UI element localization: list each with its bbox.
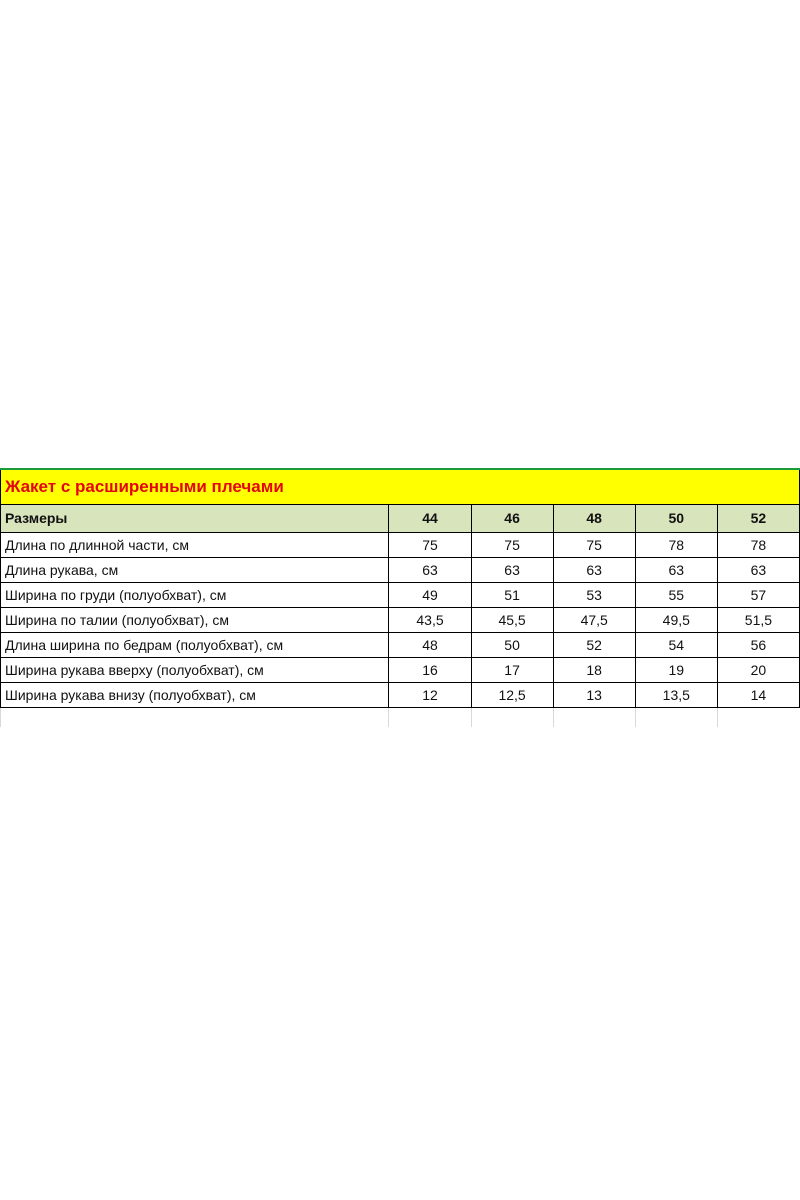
empty-cell <box>553 707 635 727</box>
table-cell: 78 <box>717 532 799 557</box>
table-cell: 63 <box>553 557 635 582</box>
table-cell: 75 <box>389 532 471 557</box>
size-header-52: 52 <box>717 504 799 532</box>
table-cell: 12,5 <box>471 682 553 707</box>
table-cell: 47,5 <box>553 607 635 632</box>
table-row <box>1 582 800 607</box>
empty-cell <box>471 707 553 727</box>
table-row <box>1 682 800 707</box>
table-cell: 50 <box>471 632 553 657</box>
header-row <box>1 504 800 532</box>
empty-cell <box>635 707 717 727</box>
header-label: Размеры <box>1 504 389 532</box>
table-cell: 63 <box>635 557 717 582</box>
table-cell: 75 <box>553 532 635 557</box>
table-cell: 16 <box>389 657 471 682</box>
row-label: Длина рукава, см <box>1 557 389 582</box>
table-cell: 51,5 <box>717 607 799 632</box>
size-chart-table <box>0 468 800 727</box>
size-header-48: 48 <box>553 504 635 532</box>
table-cell: 14 <box>717 682 799 707</box>
row-label: Ширина по талии (полуобхват), см <box>1 607 389 632</box>
table-cell: 57 <box>717 582 799 607</box>
row-label: Ширина рукава внизу (полуобхват), см <box>1 682 389 707</box>
table-title: Жакет с расширенными плечами <box>1 469 800 504</box>
row-label: Ширина по груди (полуобхват), см <box>1 582 389 607</box>
table-cell: 13 <box>553 682 635 707</box>
table-cell: 75 <box>471 532 553 557</box>
table-cell: 13,5 <box>635 682 717 707</box>
table-cell: 18 <box>553 657 635 682</box>
table-row <box>1 657 800 682</box>
empty-cell <box>1 707 389 727</box>
table-cell: 63 <box>471 557 553 582</box>
table-cell: 52 <box>553 632 635 657</box>
table-row <box>1 557 800 582</box>
table-cell: 78 <box>635 532 717 557</box>
empty-cell <box>717 707 799 727</box>
table-cell: 49 <box>389 582 471 607</box>
size-header-46: 46 <box>471 504 553 532</box>
table-cell: 49,5 <box>635 607 717 632</box>
table-cell: 63 <box>717 557 799 582</box>
table-cell: 17 <box>471 657 553 682</box>
table-row <box>1 532 800 557</box>
empty-row <box>1 707 800 727</box>
row-label: Ширина рукава вверху (полуобхват), см <box>1 657 389 682</box>
size-header-44: 44 <box>389 504 471 532</box>
table-cell: 20 <box>717 657 799 682</box>
table-cell: 19 <box>635 657 717 682</box>
table-cell: 43,5 <box>389 607 471 632</box>
table-cell: 55 <box>635 582 717 607</box>
table-cell: 54 <box>635 632 717 657</box>
row-label: Длина по длинной части, см <box>1 532 389 557</box>
row-label: Длина ширина по бедрам (полуобхват), см <box>1 632 389 657</box>
table-cell: 45,5 <box>471 607 553 632</box>
table-row <box>1 632 800 657</box>
empty-cell <box>389 707 471 727</box>
table-cell: 53 <box>553 582 635 607</box>
title-row <box>1 469 800 504</box>
table-cell: 56 <box>717 632 799 657</box>
table-cell: 48 <box>389 632 471 657</box>
table-cell: 51 <box>471 582 553 607</box>
table-cell: 12 <box>389 682 471 707</box>
size-header-50: 50 <box>635 504 717 532</box>
table-cell: 63 <box>389 557 471 582</box>
table-row <box>1 607 800 632</box>
